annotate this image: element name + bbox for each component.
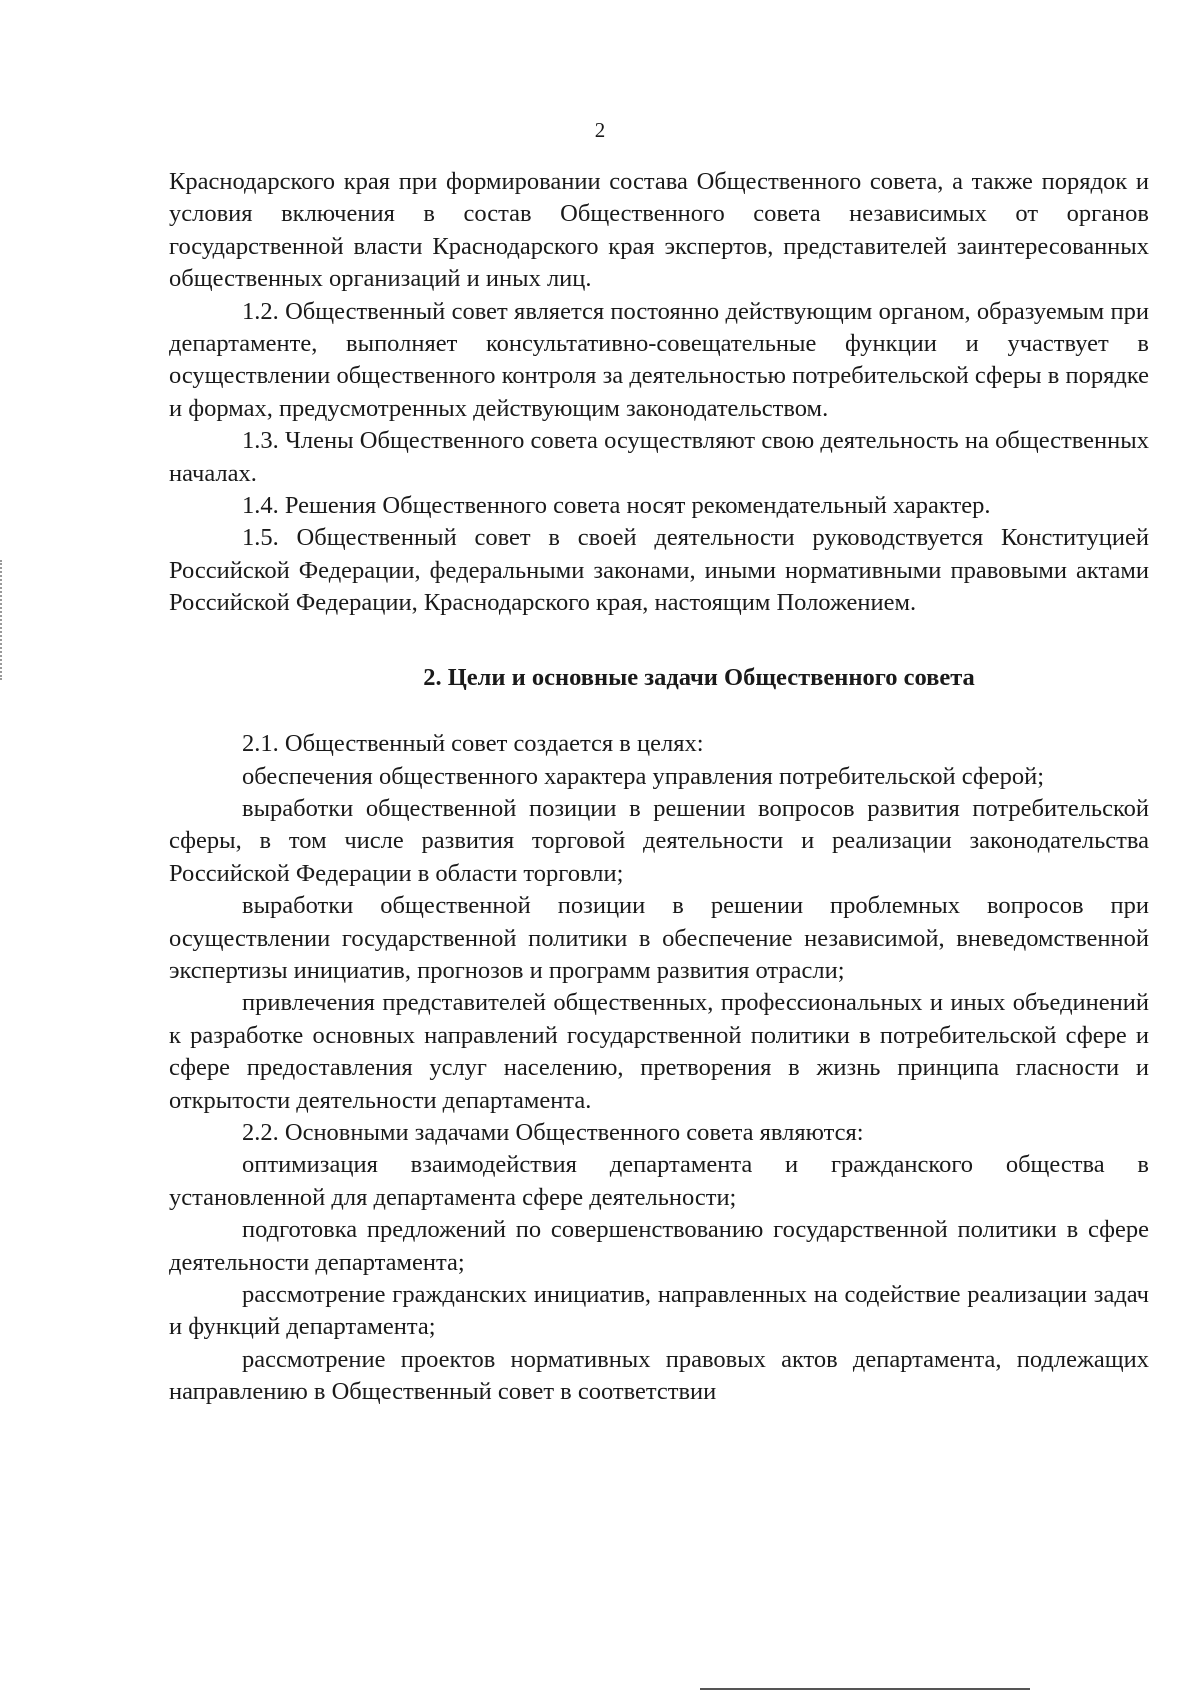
- scan-edge-mark: [0, 560, 5, 680]
- page-number: 2: [594, 118, 606, 142]
- document-body: [169, 166, 1149, 1409]
- paragraph-1-2: 1.2. Общественный совет является постоянно действующим органом, образуемым при департаменте, выполняет консультативно-совещательные функции и участвует в осуществлении общественного контроля за деятельностью потребительской сферы в порядке и формах, предусмотренных действующим законодательством.: [169, 297, 1149, 422]
- list-item: выработки общественной позиции в решении проблемных вопросов при осуществлении государственной политики в обеспечение независимой, вневедомственной экспертизы инициатив, прогнозов и программ развития отрасли;: [169, 892, 1149, 984]
- paragraph-1-5: 1.5. Общественный совет в своей деятельности руководствуется Конституцией Российской Федерации, федеральными законами, иными нормативными правовыми актами Российской Федерации, Краснодарского края, настоящим Положением.: [169, 524, 1149, 617]
- section-heading: 2. Цели и основные задачи Общественного совета: [423, 663, 975, 691]
- list-item: обеспечения общественного характера управления потребительской сферой;: [242, 762, 1045, 790]
- list-item: рассмотрение гражданских инициатив, направленных на содействие реализации задач и функций департамента;: [169, 1281, 1149, 1341]
- list-item: рассмотрение проектов нормативных правовых актов департамента, подлежащих направлению в Общественный совет в соответствии: [169, 1345, 1149, 1406]
- paragraph: Краснодарского края при формировании состава Общественного совета, а также порядок и условия включения в состав Общественного совета независимых от органов государственной власти Краснодарского края экспертов, представителей заинтересованных общественных организаций и иных лиц.: [169, 168, 1149, 293]
- paragraph-1-3: 1.3. Члены Общественного совета осуществляют свою деятельность на общественных началах.: [169, 427, 1149, 487]
- list-item: выработки общественной позиции в решении вопросов развития потребительской сферы, в том числе развития торговой деятельности и реализации законодательства Российской Федерации в области торговли;: [169, 794, 1149, 887]
- section-2: [169, 728, 1149, 1409]
- paragraph-1-4: 1.4. Решения Общественного совета носят рекомендательный характер.: [242, 492, 991, 520]
- list-item: оптимизация взаимодействия департамента и гражданского общества в установленной для департамента сфере деятельности;: [169, 1151, 1149, 1211]
- scan-bottom-rule: [700, 1688, 1030, 1690]
- paragraph-2-2: 2.2. Основными задачами Общественного совета являются:: [242, 1118, 864, 1146]
- list-item: привлечения представителей общественных, профессиональных и иных объединений к разработке основных направлений государственной политики в потребительской сфере и сфере предоставления услуг населению, претворения в жизнь принципа гласности и открытости деятельности департамента.: [169, 989, 1149, 1114]
- intro-section: [169, 166, 1149, 620]
- paragraph-2-1: 2.1. Общественный совет создается в целях:: [242, 730, 704, 758]
- list-item: подготовка предложений по совершенствованию государственной политики в сфере деятельности департамента;: [169, 1216, 1149, 1276]
